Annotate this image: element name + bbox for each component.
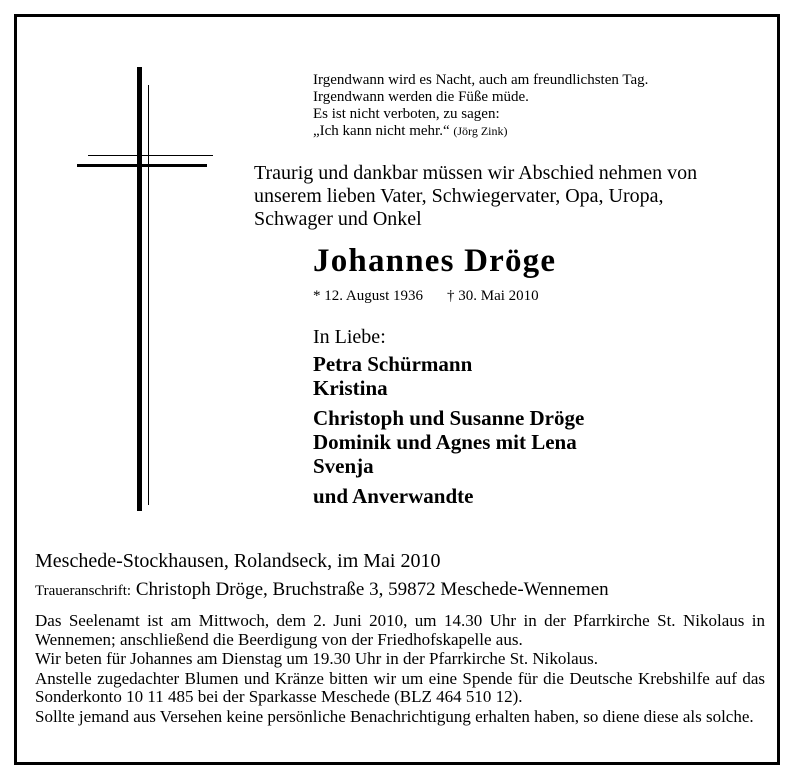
notice-paragraph: Sollte jemand aus Versehen keine persönliche Benachrichtigung erhalten haben, so diene diese als solche. — [35, 706, 754, 726]
cross-vertical-beam — [137, 67, 142, 511]
mourner: Dominik und Agnes mit Lena — [313, 430, 577, 454]
notice-paragraph: Das Seelenamt ist am Mittwoch, dem 2. Juni 2010, um 14.30 Uhr in der Pfarrkirche St. Nikolaus in Wennemen; anschließend die Beerdigung von der Friedhofskapelle aus. — [35, 611, 765, 649]
mourner: Kristina — [313, 376, 388, 400]
poem — [313, 72, 648, 140]
life-dates — [313, 288, 539, 305]
mourner: Svenja — [313, 454, 374, 478]
intro-text — [254, 162, 697, 231]
mourning-address — [35, 579, 609, 601]
address-label: Traueranschrift: — [35, 583, 132, 599]
service-notices — [35, 612, 765, 727]
intro-line: Traurig und dankbar müssen wir Abschied nehmen von — [254, 162, 698, 184]
poem-line-text: „Ich kann nicht mehr.“ — [313, 123, 450, 139]
notice-paragraph: Wir beten für Johannes am Dienstag um 19.30 Uhr in der Pfarrkirche St. Nikolaus. — [35, 649, 599, 668]
intro-line: Schwager und Onkel — [254, 208, 422, 230]
death-date: † 30. Mai 2010 — [447, 288, 539, 304]
deceased-name: Johannes Dröge — [313, 243, 557, 279]
cross-horizontal-line — [88, 155, 213, 156]
cross-horizontal-beam — [77, 164, 207, 167]
place-date: Meschede-Stockhausen, Rolandseck, im Mai 2010 — [35, 550, 441, 572]
mourner: Christoph und Susanne Dröge — [313, 406, 585, 430]
poem-line: Irgendwann wird es Nacht, auch am freundlichsten Tag. — [313, 72, 649, 88]
mourner: Petra Schürmann — [313, 352, 473, 376]
mourners-list — [313, 352, 584, 508]
birth-date: * 12. August 1936 — [313, 288, 424, 304]
address-value: Christoph Dröge, Bruchstraße 3, 59872 Meschede-Wennemen — [135, 579, 609, 600]
poem-line: Irgendwann werden die Füße müde. — [313, 89, 529, 105]
poem-line-last — [313, 123, 648, 140]
intro-line: unserem lieben Vater, Schwiegervater, Opa, Uropa, — [254, 185, 664, 207]
mourner: und Anverwandte — [313, 484, 474, 508]
poem-line: Es ist nicht verboten, zu sagen: — [313, 106, 500, 122]
poem-attribution: (Jörg Zink) — [453, 124, 508, 138]
cross-vertical-line — [148, 85, 149, 505]
in-liebe-label: In Liebe: — [313, 326, 386, 348]
notice-paragraph: Anstelle zugedachter Blumen und Kränze bitten wir um eine Spende für die Deutsche Krebshilfe auf das Sonderkonto 10 11 485 bei der Sparkasse Meschede (BLZ 464 510 12). — [35, 668, 765, 706]
